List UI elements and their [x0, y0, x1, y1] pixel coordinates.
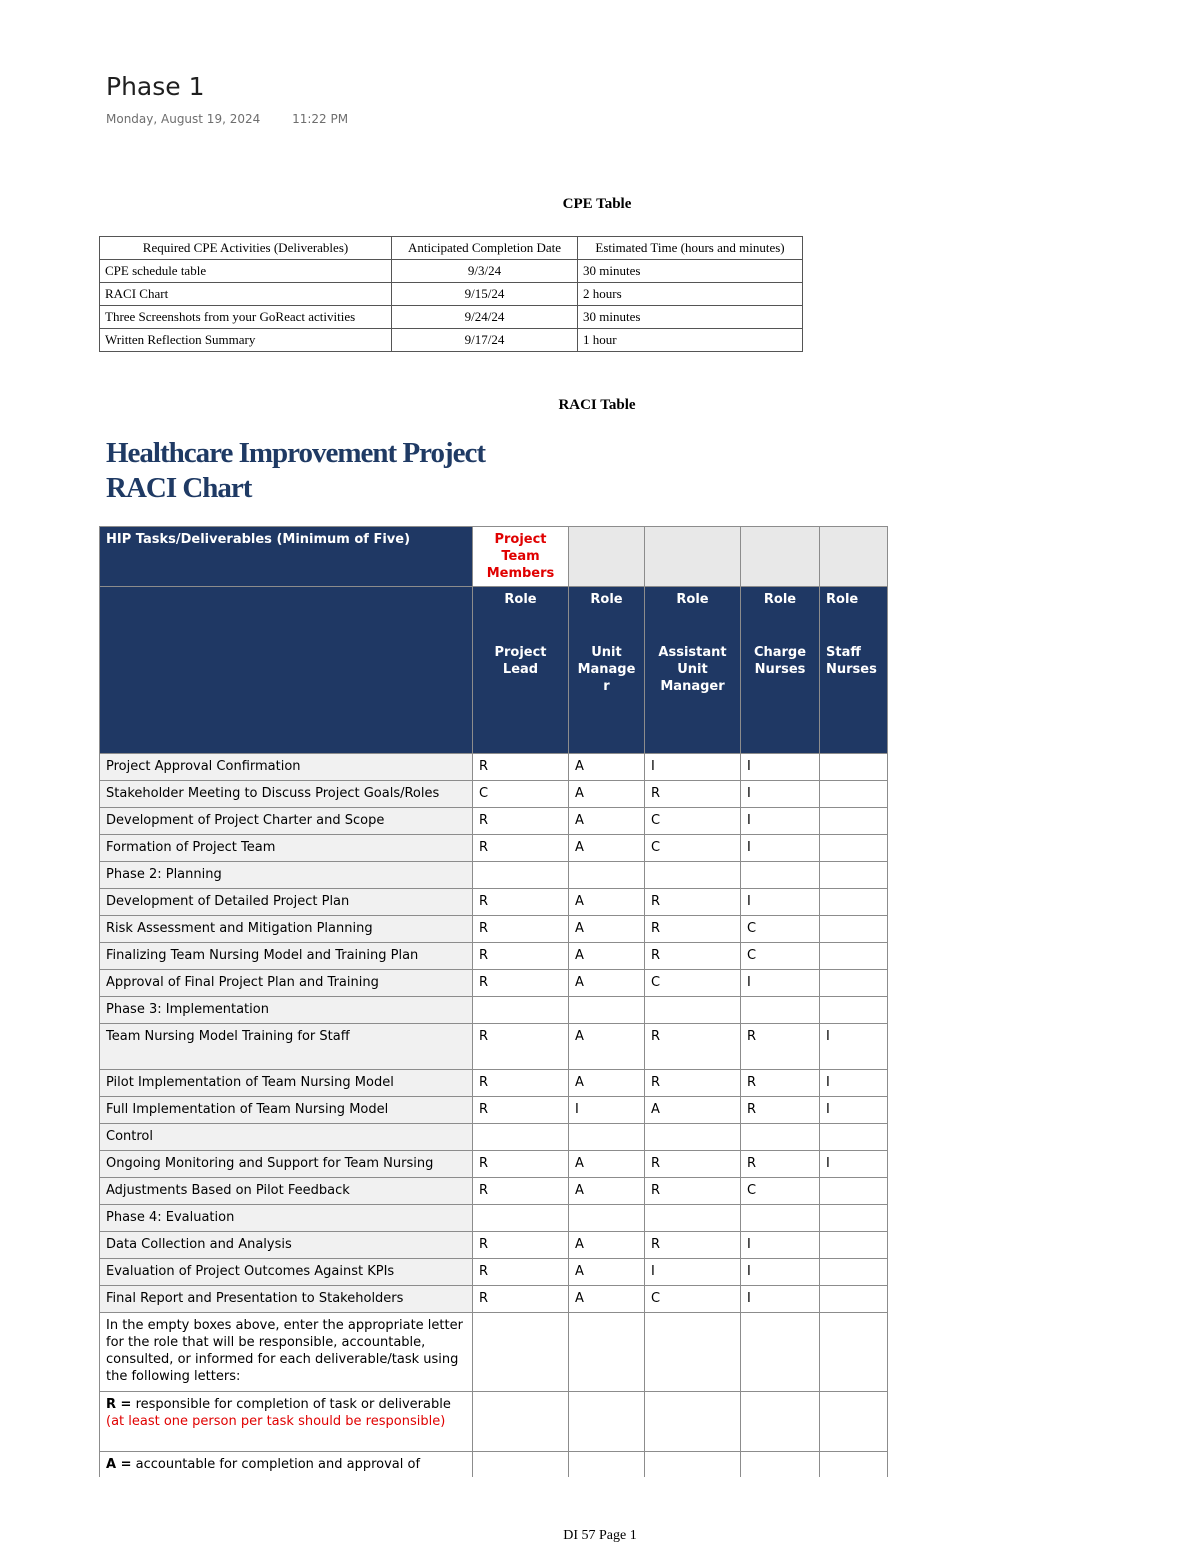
raci-task-cell: Phase 3: Implementation	[100, 997, 473, 1024]
raci-value-cell: I	[741, 1286, 820, 1313]
cpe-column-header: Required CPE Activities (Deliverables)	[100, 237, 392, 260]
raci-task-cell: Project Approval Confirmation	[100, 754, 473, 781]
raci-value-cell: I	[741, 808, 820, 835]
raci-row	[100, 808, 888, 835]
raci-value-cell	[820, 862, 888, 889]
raci-value-cell: R	[473, 1097, 569, 1124]
raci-value-cell: R	[473, 916, 569, 943]
raci-value-cell	[820, 808, 888, 835]
raci-value-cell: A	[569, 943, 645, 970]
role-name: Unit Manage r	[577, 645, 636, 694]
raci-value-cell	[473, 1124, 569, 1151]
raci-value-cell: I	[741, 970, 820, 997]
legend-r-note: (at least one person per task should be responsible)	[106, 1414, 446, 1429]
raci-value-cell: I	[741, 889, 820, 916]
raci-row	[100, 1232, 888, 1259]
raci-value-cell	[820, 835, 888, 862]
cpe-column-header: Anticipated Completion Date	[392, 237, 578, 260]
raci-value-cell	[820, 1124, 888, 1151]
raci-value-cell	[645, 997, 741, 1024]
raci-value-cell: A	[569, 970, 645, 997]
tasks-column-header: HIP Tasks/Deliverables (Minimum of Five)	[100, 527, 473, 587]
raci-task-cell: Phase 2: Planning	[100, 862, 473, 889]
cpe-date-cell: 9/24/24	[392, 306, 578, 329]
raci-value-cell: I	[741, 835, 820, 862]
page-title: Phase 1	[106, 72, 205, 101]
raci-value-cell: R	[473, 943, 569, 970]
raci-row	[100, 835, 888, 862]
raci-value-cell	[820, 1259, 888, 1286]
cpe-date-cell: 9/15/24	[392, 283, 578, 306]
raci-task-cell: Full Implementation of Team Nursing Model	[100, 1097, 473, 1124]
raci-value-cell: A	[569, 1232, 645, 1259]
raci-value-cell	[569, 997, 645, 1024]
raci-row	[100, 1286, 888, 1313]
raci-value-cell	[820, 889, 888, 916]
raci-value-cell: R	[645, 1151, 741, 1178]
raci-value-cell: R	[473, 1286, 569, 1313]
raci-task-cell: Ongoing Monitoring and Support for Team Nursing	[100, 1151, 473, 1178]
raci-value-cell	[569, 862, 645, 889]
role-header-3	[741, 587, 820, 754]
raci-row	[100, 1259, 888, 1286]
legend-accountable	[100, 1452, 473, 1478]
raci-value-cell: R	[645, 916, 741, 943]
raci-value-cell	[473, 1205, 569, 1232]
raci-row	[100, 943, 888, 970]
cpe-header-row	[100, 237, 803, 260]
raci-row	[100, 1151, 888, 1178]
raci-value-cell: A	[569, 916, 645, 943]
raci-value-cell	[820, 997, 888, 1024]
project-team-members-header: Project Team Members	[473, 527, 569, 587]
raci-value-cell: C	[741, 916, 820, 943]
raci-value-cell: A	[569, 808, 645, 835]
raci-value-cell: A	[569, 889, 645, 916]
role-name: Charge Nurses	[753, 645, 807, 677]
raci-table-heading: RACI Table	[558, 397, 636, 413]
raci-row	[100, 916, 888, 943]
raci-value-cell: R	[741, 1151, 820, 1178]
raci-row	[100, 889, 888, 916]
raci-value-cell: C	[645, 970, 741, 997]
legend-a-key: A =	[106, 1457, 132, 1472]
raci-value-cell: R	[645, 781, 741, 808]
raci-value-cell: A	[569, 1024, 645, 1070]
role-header-1	[569, 587, 645, 754]
raci-value-cell: A	[569, 835, 645, 862]
raci-task-cell: Phase 4: Evaluation	[100, 1205, 473, 1232]
cpe-table-row	[100, 283, 803, 306]
role-word: Role	[590, 592, 623, 607]
role-header-4	[820, 587, 888, 754]
raci-row	[100, 1070, 888, 1097]
raci-value-cell: R	[741, 1097, 820, 1124]
raci-value-cell: R	[473, 1070, 569, 1097]
cpe-activity-cell: RACI Chart	[100, 283, 392, 306]
cpe-time-cell: 1 hour	[578, 329, 803, 352]
raci-value-cell: R	[473, 835, 569, 862]
legend-a-text: accountable for completion and approval of	[131, 1457, 421, 1472]
role-word: Role	[763, 592, 797, 607]
raci-task-cell: Evaluation of Project Outcomes Against KPIs	[100, 1259, 473, 1286]
raci-value-cell: R	[645, 1024, 741, 1070]
raci-value-cell	[741, 1124, 820, 1151]
cpe-column-header: Estimated Time (hours and minutes)	[578, 237, 803, 260]
raci-row	[100, 1097, 888, 1124]
raci-value-cell: R	[473, 1232, 569, 1259]
raci-value-cell: R	[741, 1024, 820, 1070]
raci-row	[100, 1024, 888, 1070]
role-word: Role	[504, 592, 537, 607]
raci-value-cell	[820, 916, 888, 943]
raci-value-cell: C	[645, 1286, 741, 1313]
cpe-activity-cell: CPE schedule table	[100, 260, 392, 283]
raci-value-cell: R	[645, 1232, 741, 1259]
raci-value-cell: R	[473, 889, 569, 916]
raci-value-cell: R	[645, 1178, 741, 1205]
role-name: Assistant Unit Manager	[658, 645, 727, 694]
raci-task-cell: Data Collection and Analysis	[100, 1232, 473, 1259]
raci-value-cell	[645, 1205, 741, 1232]
raci-value-cell: C	[645, 835, 741, 862]
raci-value-cell	[820, 1205, 888, 1232]
raci-value-cell	[645, 862, 741, 889]
raci-value-cell: I	[741, 781, 820, 808]
role-word: Role	[826, 592, 859, 607]
raci-task-cell: Risk Assessment and Mitigation Planning	[100, 916, 473, 943]
raci-task-cell: Development of Detailed Project Plan	[100, 889, 473, 916]
raci-task-cell: Adjustments Based on Pilot Feedback	[100, 1178, 473, 1205]
cpe-time-cell: 30 minutes	[578, 260, 803, 283]
raci-value-cell	[820, 1232, 888, 1259]
cpe-table-row	[100, 260, 803, 283]
raci-value-cell	[820, 1178, 888, 1205]
raci-value-cell: R	[473, 1259, 569, 1286]
raci-value-cell	[473, 997, 569, 1024]
raci-value-cell	[820, 781, 888, 808]
raci-value-cell: R	[473, 1151, 569, 1178]
raci-row	[100, 970, 888, 997]
raci-value-cell: A	[569, 754, 645, 781]
raci-value-cell: I	[569, 1097, 645, 1124]
cpe-table-row	[100, 306, 803, 329]
raci-value-cell: R	[741, 1070, 820, 1097]
legend-row	[100, 1313, 888, 1392]
raci-table	[99, 526, 888, 1477]
raci-value-cell: R	[473, 808, 569, 835]
cpe-activity-cell: Written Reflection Summary	[100, 329, 392, 352]
legend-r-key: R =	[106, 1397, 132, 1412]
legend-responsible	[100, 1392, 473, 1452]
raci-value-cell: I	[741, 1259, 820, 1286]
raci-task-cell: Final Report and Presentation to Stakeholders	[100, 1286, 473, 1313]
raci-chart-title	[106, 436, 485, 506]
raci-row	[100, 1178, 888, 1205]
raci-value-cell: I	[645, 1259, 741, 1286]
raci-value-cell	[820, 943, 888, 970]
raci-task-cell: Development of Project Charter and Scope	[100, 808, 473, 835]
raci-value-cell: I	[741, 1232, 820, 1259]
raci-value-cell: R	[473, 1024, 569, 1070]
raci-row	[100, 1205, 888, 1232]
raci-value-cell: I	[820, 1024, 888, 1070]
raci-value-cell: A	[569, 1286, 645, 1313]
raci-task-cell: Approval of Final Project Plan and Training	[100, 970, 473, 997]
raci-value-cell	[473, 862, 569, 889]
cpe-time-cell: 2 hours	[578, 283, 803, 306]
raci-value-cell: R	[645, 1070, 741, 1097]
raci-value-cell: A	[569, 1178, 645, 1205]
raci-row	[100, 781, 888, 808]
raci-value-cell	[741, 862, 820, 889]
raci-row	[100, 1124, 888, 1151]
raci-task-cell: Pilot Implementation of Team Nursing Model	[100, 1070, 473, 1097]
raci-value-cell	[645, 1124, 741, 1151]
page-meta	[106, 112, 348, 126]
page-footer: DI 57 Page 1	[563, 1528, 637, 1543]
raci-value-cell: A	[569, 1259, 645, 1286]
role-word: Role	[676, 592, 709, 607]
raci-row	[100, 862, 888, 889]
raci-value-cell: C	[741, 943, 820, 970]
cpe-table-heading: CPE Table	[562, 196, 632, 212]
cpe-time-cell: 30 minutes	[578, 306, 803, 329]
cpe-table	[99, 236, 803, 352]
raci-value-cell	[820, 1286, 888, 1313]
raci-value-cell: C	[645, 808, 741, 835]
raci-value-cell	[569, 1205, 645, 1232]
raci-task-cell: Stakeholder Meeting to Discuss Project Goals/Roles	[100, 781, 473, 808]
role-header-0	[473, 587, 569, 754]
raci-value-cell	[820, 754, 888, 781]
raci-value-cell: A	[569, 1070, 645, 1097]
raci-value-cell: A	[569, 781, 645, 808]
raci-value-cell: R	[473, 970, 569, 997]
raci-value-cell: I	[741, 754, 820, 781]
cpe-table-row	[100, 329, 803, 352]
raci-value-cell: I	[820, 1070, 888, 1097]
page-time: 11:22 PM	[292, 112, 349, 126]
role-name: Staff Nurses	[826, 645, 877, 677]
raci-value-cell: I	[820, 1097, 888, 1124]
cpe-date-cell: 9/3/24	[392, 260, 578, 283]
raci-value-cell: C	[473, 781, 569, 808]
raci-value-cell: A	[645, 1097, 741, 1124]
raci-value-cell: I	[820, 1151, 888, 1178]
role-header-2	[645, 587, 741, 754]
legend-row	[100, 1452, 888, 1478]
raci-value-cell: A	[569, 1151, 645, 1178]
raci-value-cell	[741, 997, 820, 1024]
raci-task-cell: Formation of Project Team	[100, 835, 473, 862]
raci-value-cell: C	[741, 1178, 820, 1205]
raci-value-cell: R	[473, 754, 569, 781]
raci-task-cell: Team Nursing Model Training for Staff	[100, 1024, 473, 1070]
role-name: Project Lead	[494, 645, 547, 677]
legend-row	[100, 1392, 888, 1452]
raci-chart-title-line2: RACI Chart	[106, 472, 252, 504]
raci-value-cell	[741, 1205, 820, 1232]
raci-value-cell: R	[473, 1178, 569, 1205]
raci-task-cell: Finalizing Team Nursing Model and Training Plan	[100, 943, 473, 970]
raci-value-cell	[569, 1124, 645, 1151]
raci-row	[100, 754, 888, 781]
page-date: Monday, August 19, 2024	[106, 112, 261, 126]
cpe-date-cell: 9/17/24	[392, 329, 578, 352]
raci-value-cell: I	[645, 754, 741, 781]
legend-r-text: responsible for completion of task or deliverable	[131, 1397, 451, 1412]
legend-intro: In the empty boxes above, enter the appropriate letter for the role that will be responsible, accountable, consulted, or informed for each deliverable/task using the following letters:	[100, 1313, 473, 1392]
raci-value-cell	[820, 970, 888, 997]
raci-row	[100, 997, 888, 1024]
raci-value-cell: R	[645, 889, 741, 916]
raci-task-cell: Control	[100, 1124, 473, 1151]
raci-chart-title-line1: Healthcare Improvement Project	[106, 437, 486, 469]
raci-value-cell: R	[645, 943, 741, 970]
cpe-activity-cell: Three Screenshots from your GoReact activities	[100, 306, 392, 329]
